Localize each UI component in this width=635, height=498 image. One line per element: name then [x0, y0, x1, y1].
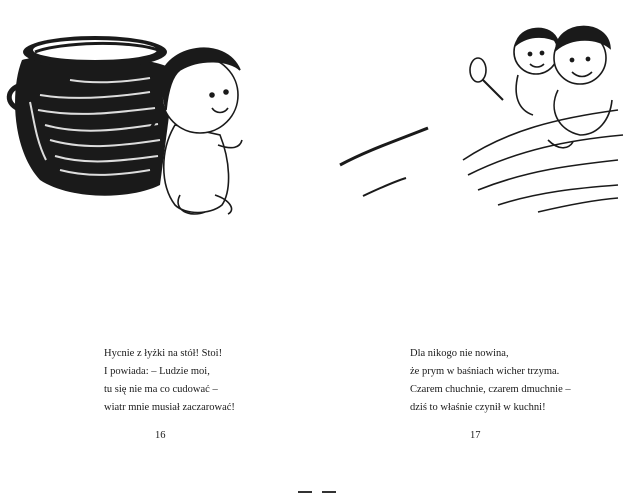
verse-line: Hycnie z łyżki na stół! Stoi!: [104, 348, 223, 359]
left-page: [0, 0, 317, 485]
verse-line: dziś to właśnie czynił w kuchni!: [410, 402, 546, 413]
verse-stanza-left: [104, 345, 235, 417]
verse-line: że prym w baśniach wicher trzyma.: [410, 366, 560, 377]
verse-line: Czarem chuchnie, czarem dmuchnie –: [410, 384, 571, 395]
children-with-spoon-icon: [318, 0, 635, 230]
pot-and-child-icon: [0, 0, 317, 230]
verse-line: I powiada: – Ludzie moi,: [104, 366, 210, 377]
verse-line: Dla nikogo nie nowina,: [410, 348, 509, 359]
right-page: [318, 0, 635, 485]
verse-stanza-right: [410, 345, 571, 417]
page-number: 16: [155, 430, 166, 441]
crop-marks: [298, 480, 346, 498]
verse-line: tu się nie ma co cudować –: [104, 384, 218, 395]
verse-line: wiatr mnie musiał zaczarować!: [104, 402, 235, 413]
page-number: 17: [470, 430, 481, 441]
